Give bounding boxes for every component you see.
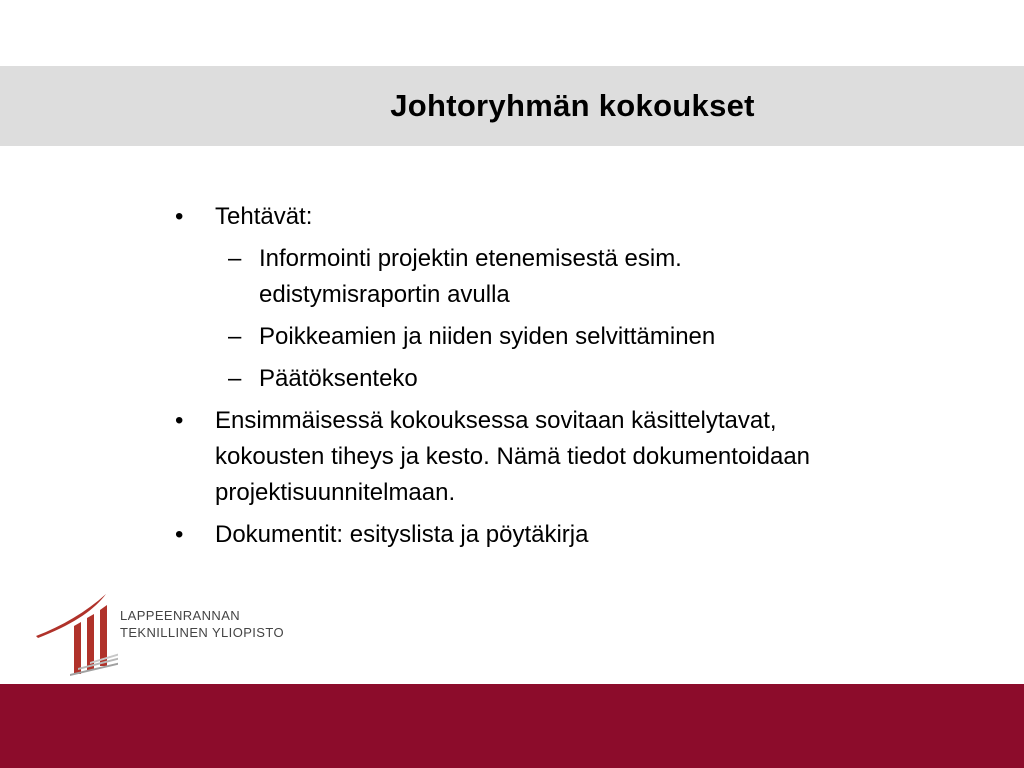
bullet-text: Dokumentit: esityslista ja pöytäkirja <box>215 521 589 548</box>
lut-logo-icon <box>34 590 118 680</box>
bullet-marker: • <box>175 407 184 434</box>
bullet-text: Tehtävät: <box>215 203 313 230</box>
university-logo <box>34 590 334 680</box>
sub-item <box>172 319 952 355</box>
slide-title: Johtoryhmän kokoukset <box>390 88 755 123</box>
bullet-item <box>172 517 952 553</box>
sub-text-line: Päätöksenteko <box>259 365 418 392</box>
logo-line: LAPPEENRANNAN <box>120 608 241 623</box>
sub-text-line: Poikkeamien ja niiden syiden selvittäminen <box>259 323 716 350</box>
bullet-item <box>172 199 952 235</box>
title-band <box>0 66 1024 146</box>
bullet-text-line: Ensimmäisessä kokouksessa sovitaan käsittelytavat, <box>215 407 777 434</box>
sub-text-line: edistymisraportin avulla <box>259 281 510 308</box>
sub-marker: – <box>228 323 242 350</box>
bullet-marker: • <box>175 521 184 548</box>
sub-marker: – <box>228 245 242 272</box>
sub-item <box>172 361 952 397</box>
bullet-item <box>172 403 952 511</box>
footer-band <box>0 684 1024 768</box>
bullet-text-line: kokousten tiheys ja kesto. Nämä tiedot dokumentoidaan <box>215 443 811 470</box>
sub-marker: – <box>228 365 242 392</box>
sub-text-line: Informointi projektin etenemisestä esim. <box>259 245 682 272</box>
bullet-marker: • <box>175 203 184 230</box>
bullet-text-line: projektisuunnitelmaan. <box>215 479 456 506</box>
sub-item <box>172 241 952 313</box>
logo-wordmark <box>120 607 284 641</box>
slide-content <box>172 199 952 559</box>
logo-line: TEKNILLINEN YLIOPISTO <box>120 625 284 640</box>
